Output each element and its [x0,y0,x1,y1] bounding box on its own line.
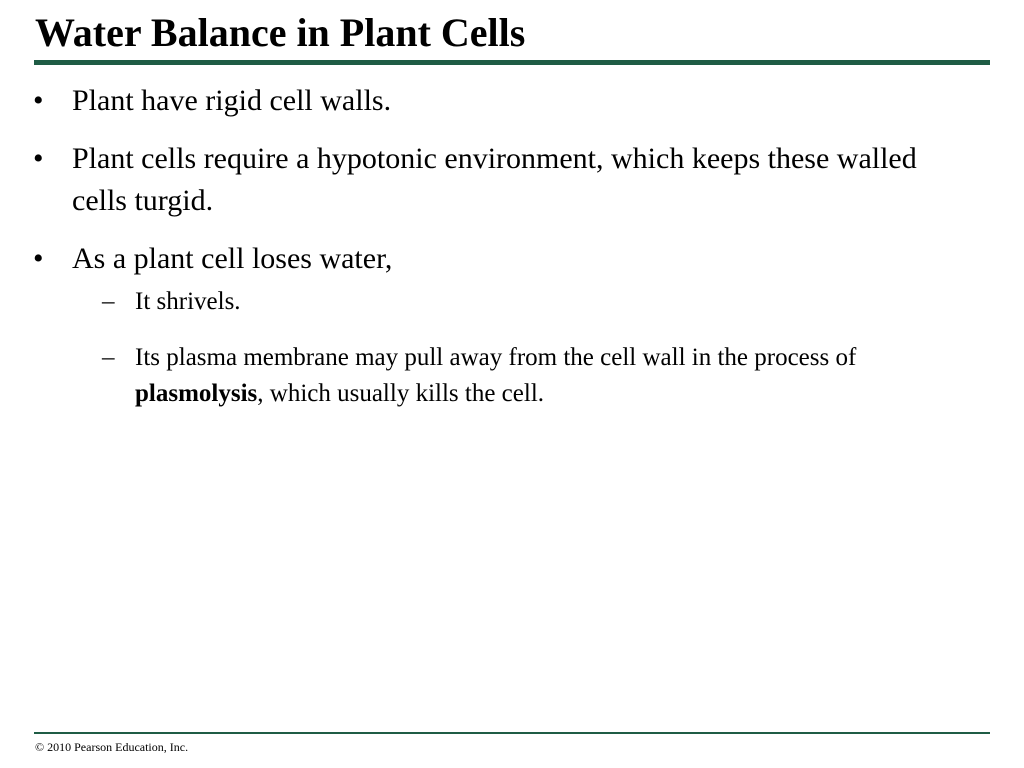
sub-bullet-item [102,340,963,412]
bullet-text: Plant have rigid cell walls. [72,84,392,117]
sub-bullet-text-before: Its plasma membrane may pull away from the cell wall in the process of [135,344,857,371]
bullet-marker: • [33,84,44,117]
bullet-list [33,80,963,432]
bullet-item [33,238,963,412]
slide-title: Water Balance in Plant Cells [35,10,526,55]
bullet-marker: • [33,242,44,275]
term-plasmolysis: plasmolysis [135,380,258,407]
bullet-marker: • [33,142,44,175]
sub-bullet-item [102,284,963,320]
title-divider [34,60,990,65]
bullet-text: Plant cells require a hypotonic environment, which keeps these walled cells turgid. [72,142,917,217]
bullet-item [33,138,963,222]
bullet-text: As a plant cell loses water, [72,242,393,275]
sub-bullet-marker: – [102,288,115,315]
sub-bullet-list [72,284,963,412]
footer-divider [34,732,990,734]
sub-bullet-marker: – [102,344,115,371]
sub-bullet-text: It shrivels. [135,288,241,315]
sub-bullet-text-after: , which usually kills the cell. [257,380,545,407]
copyright-notice: © 2010 Pearson Education, Inc. [35,740,189,754]
bullet-item [33,80,963,122]
